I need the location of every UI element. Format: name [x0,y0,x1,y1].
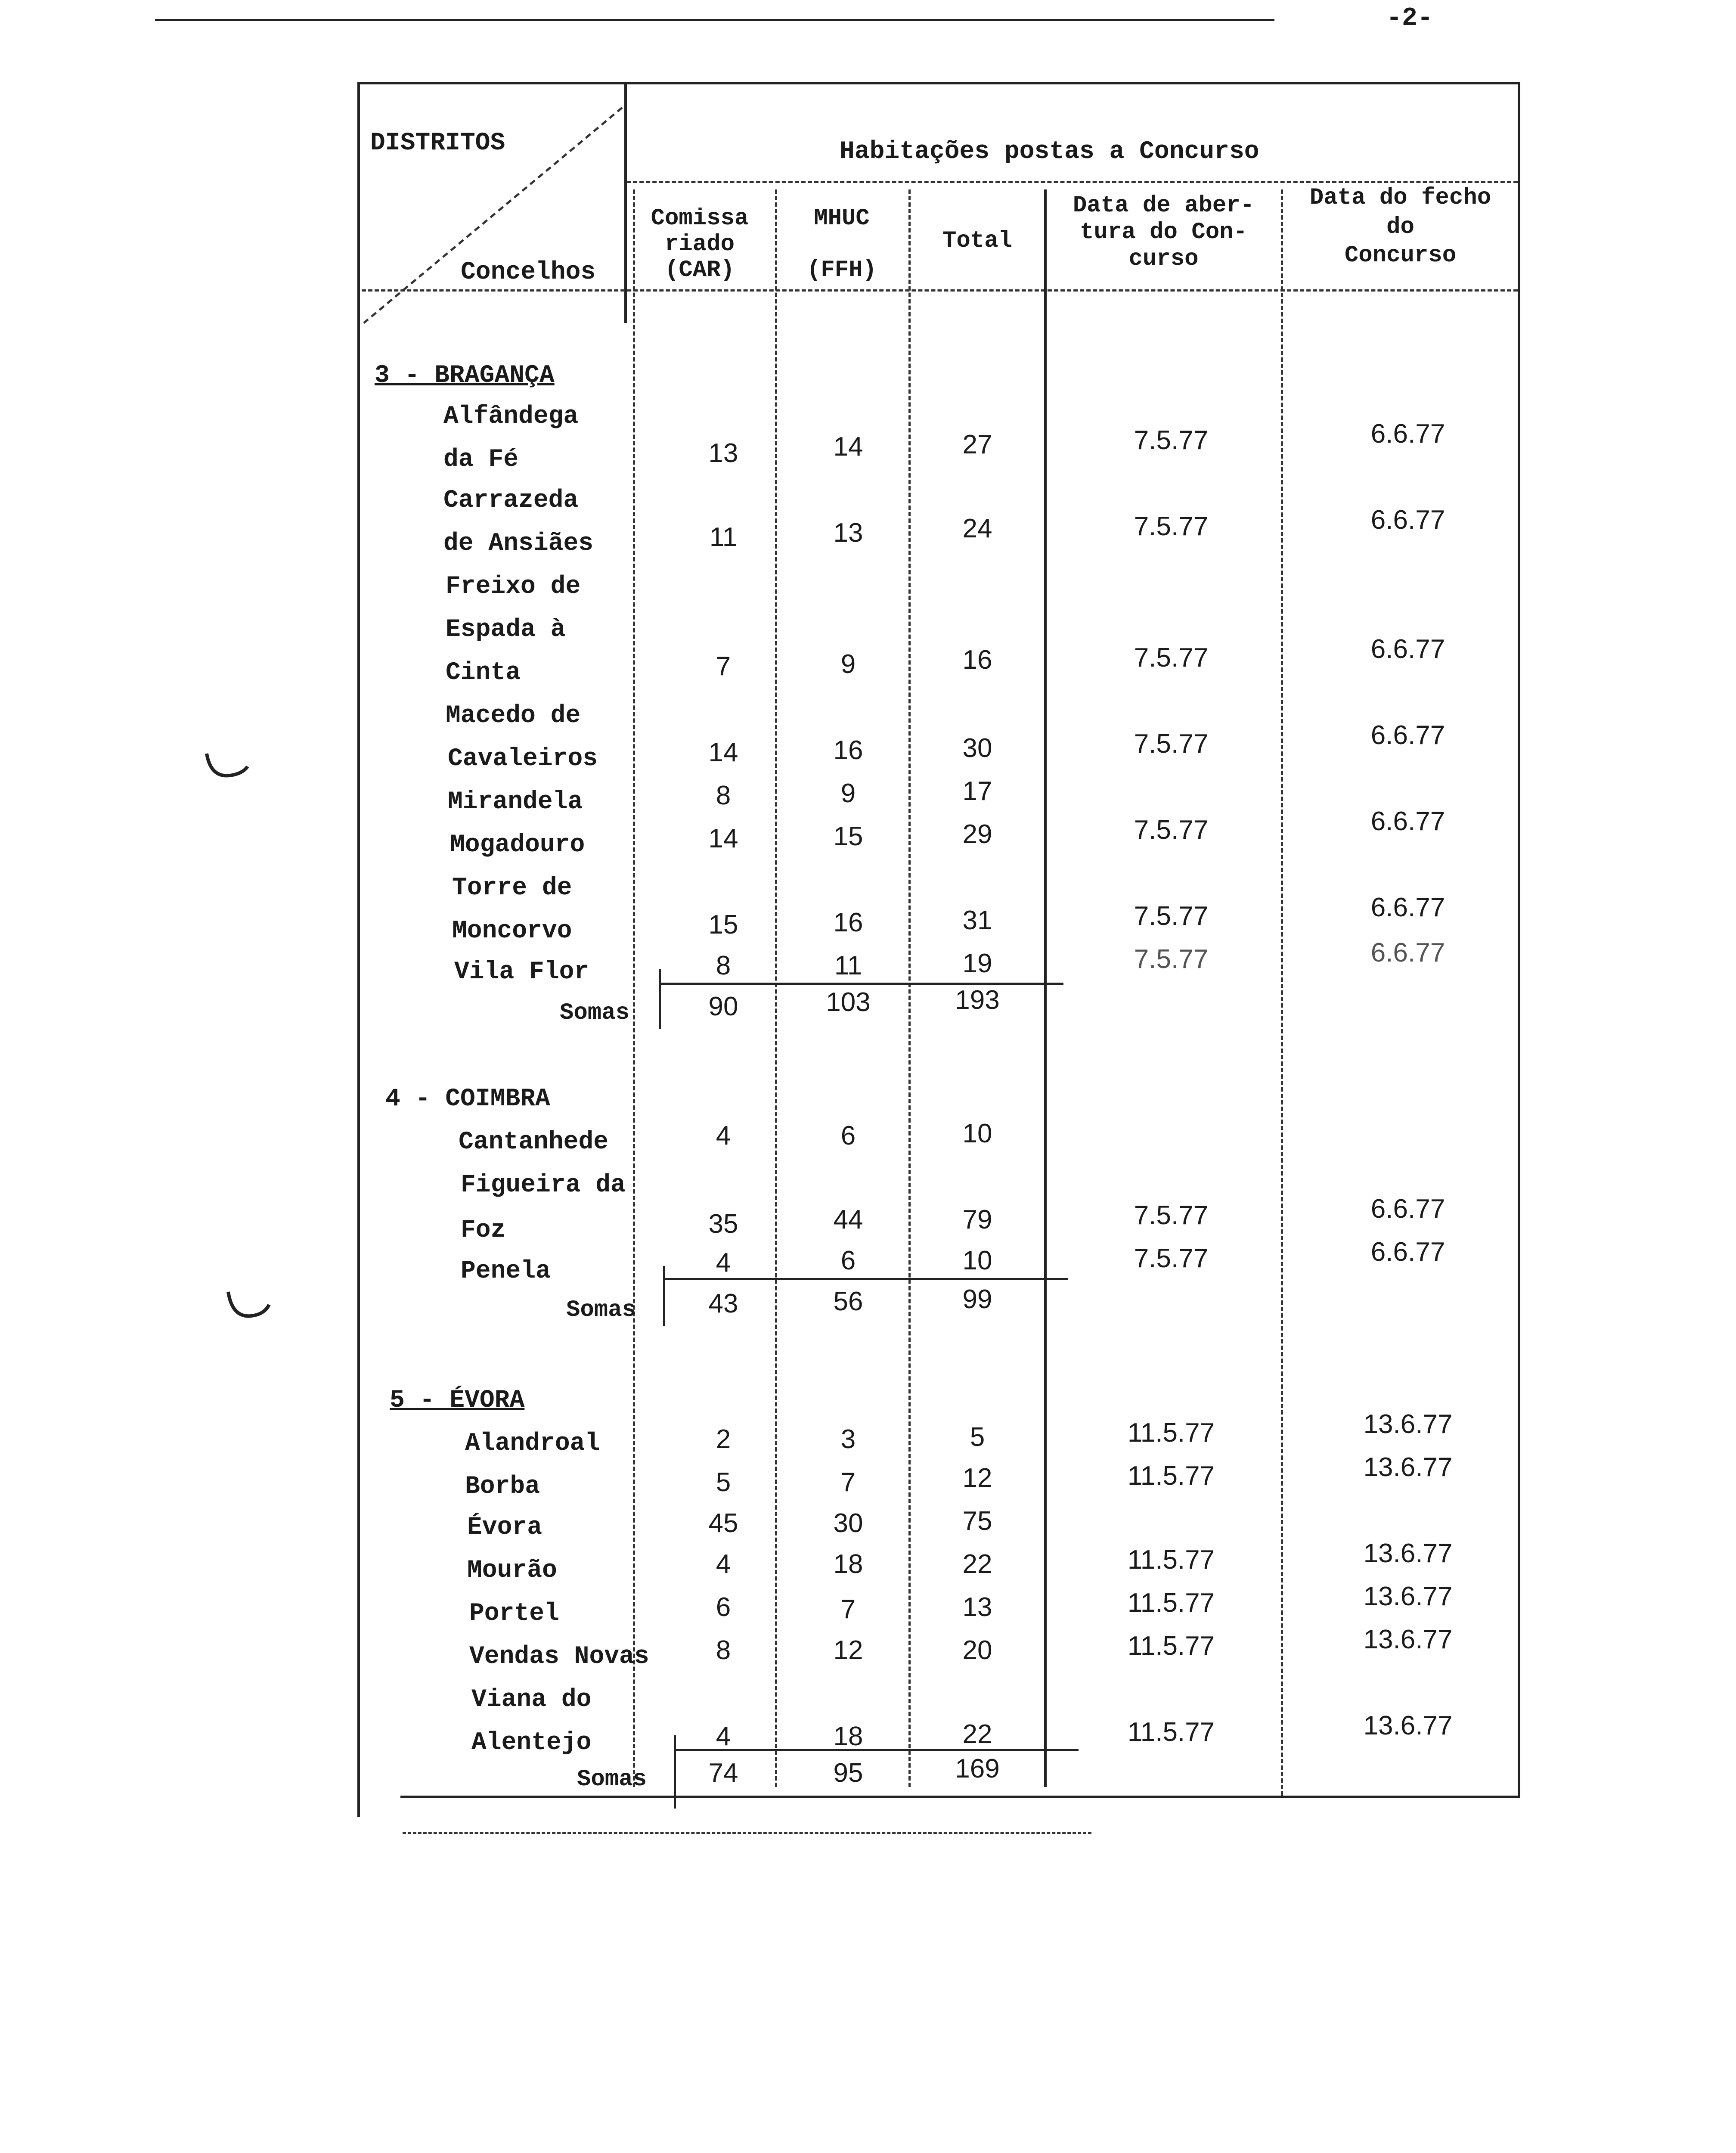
concelho-name: Mirandela [448,788,583,816]
cell-abertura: 11.5.77 [1127,1418,1215,1448]
cell-fecho: 6.6.77 [1370,419,1445,449]
cell-ffh: 6 [840,1246,856,1275]
somas-total: 169 [955,1754,1000,1784]
cell-car: 7 [716,651,731,681]
header-fecho-1: Data do fecho [1309,185,1491,211]
cell-abertura: 7.5.77 [1134,643,1209,673]
cell-ffh: 9 [840,649,856,679]
somas-label: Somas [560,1000,630,1026]
cell-car: 45 [708,1508,738,1538]
cell-total: 75 [962,1506,992,1536]
cell-fecho: 13.6.77 [1363,1711,1453,1740]
cell-car: 13 [708,438,738,468]
cell-total: 19 [962,949,992,978]
top-rule [155,19,1274,21]
cell-fecho: 6.6.77 [1370,720,1445,750]
cell-fecho: 13.6.77 [1363,1625,1453,1654]
cell-fecho: 6.6.77 [1370,938,1445,968]
concelho-name: Borba [465,1473,540,1501]
concelho-name: de Ansiães [443,530,594,558]
somas-car: 74 [708,1758,738,1788]
table-left-border [357,82,360,1817]
somas-rule [659,983,1063,985]
cell-car: 4 [716,1549,731,1579]
cell-abertura: 11.5.77 [1127,1461,1215,1491]
cell-total: 24 [962,514,992,543]
district-title: 3 - BRAGANÇA [375,362,555,390]
cell-ffh: 16 [833,735,863,765]
cell-abertura: 7.5.77 [1134,815,1209,845]
page-number: -2- [1386,4,1433,33]
header-habitacoes: Habitações postas a Concurso [840,138,1259,166]
somas-rule [663,1278,1068,1280]
concelho-name: Évora [467,1514,542,1542]
somas-box-left [674,1735,676,1809]
cell-ffh: 14 [833,432,863,462]
cell-car: 8 [716,1635,731,1665]
header-distritos: DISTRITOS [370,129,505,157]
header-fecho-2: do [1386,214,1414,240]
header-total: Total [942,228,1013,254]
cell-abertura: 7.5.77 [1134,425,1209,455]
cell-total: 22 [962,1549,992,1579]
cell-ffh: 44 [833,1205,863,1235]
somas-total: 193 [955,985,1000,1015]
concelho-name: Penela [461,1257,551,1285]
somas-total: 99 [962,1284,992,1314]
concelho-name: Carrazeda [443,487,579,515]
concelho-name: Alandroal [465,1430,600,1458]
cell-ffh: 30 [833,1508,863,1538]
cell-total: 17 [962,776,992,806]
cell-ffh: 11 [834,951,862,980]
somas-ffh: 103 [826,987,871,1017]
cell-ffh: 7 [840,1595,856,1624]
cell-abertura: 7.5.77 [1134,1201,1209,1230]
cell-fecho: 6.6.77 [1370,505,1445,535]
cell-total: 12 [962,1463,992,1493]
cell-total: 16 [962,645,992,675]
somas-car: 43 [708,1289,738,1318]
concelho-name: Moncorvo [452,917,572,945]
cell-car: 8 [716,781,731,810]
somas-rule [674,1749,1079,1751]
concelho-name: Portel [469,1600,559,1628]
cell-car: 4 [716,1248,731,1278]
cell-ffh: 7 [840,1467,856,1497]
table-bottom-border [400,1796,1520,1798]
cell-car: 14 [708,738,738,767]
concelho-name: Foz [461,1216,506,1244]
concelho-name: Espada à [446,616,566,644]
header-mhuc-2: (FFH) [806,257,877,283]
cell-fecho: 6.6.77 [1370,893,1445,922]
cell-total: 10 [962,1246,992,1275]
district-title: 4 - COIMBRA [385,1085,550,1113]
cell-car: 35 [708,1209,738,1239]
cell-abertura: 7.5.77 [1134,512,1209,541]
header-car-1: Comissa [651,205,749,232]
cell-total: 79 [962,1205,992,1235]
cell-car: 15 [708,910,738,940]
concelho-name: Freixo de [446,573,581,601]
cell-total: 30 [962,733,992,763]
cell-car: 6 [716,1592,731,1622]
cell-ffh: 12 [833,1635,863,1665]
cell-ffh: 3 [840,1424,856,1454]
somas-ffh: 56 [833,1287,863,1316]
scan-mark-arc-2 [224,1287,276,1326]
cell-total: 5 [970,1422,985,1452]
concelho-name: Vendas Novas [469,1643,649,1671]
concelho-name: Viana do [471,1686,592,1714]
header-car-2: riado [664,231,735,257]
concelho-name: Torre de [452,874,572,902]
cell-fecho: 6.6.77 [1370,807,1445,836]
table-right-border [1518,82,1520,1796]
cell-fecho: 13.6.77 [1363,1452,1453,1482]
cell-fecho: 6.6.77 [1370,634,1445,664]
concelho-name: Vila Flor [454,958,589,986]
cell-abertura: 11.5.77 [1127,1545,1215,1575]
header-sub-rule [626,181,1518,183]
table-top-border [357,82,1520,84]
header-fecho-3: Concurso [1344,242,1457,269]
cell-car: 2 [716,1424,731,1454]
concelho-name: da Fé [443,446,519,474]
scan-mark-arc-1 [202,749,254,788]
district-title: 5 - ÉVORA [390,1387,525,1415]
concelho-name: Cantanhede [459,1128,609,1156]
cell-abertura: 7.5.77 [1134,729,1209,759]
concelho-name: Figueira da [461,1171,626,1199]
cell-car: 5 [716,1467,731,1497]
header-car-3: (CAR) [664,257,735,283]
col-divider-car [633,189,635,1787]
somas-label: Somas [577,1766,647,1793]
cell-car: 4 [716,1121,731,1151]
header-abertura-3: curso [1128,246,1199,272]
cell-abertura: 11.5.77 [1127,1631,1215,1661]
cell-fecho: 13.6.77 [1363,1582,1453,1611]
concelho-name: Mogadouro [450,831,585,859]
col-divider-fecho [1281,189,1283,1796]
col-divider-total [908,189,911,1787]
cell-car: 14 [708,824,738,853]
col-divider-abertura [1044,189,1047,1787]
cell-fecho: 13.6.77 [1363,1409,1453,1439]
table-foot-rule [403,1832,1091,1834]
cell-car: 8 [716,951,731,980]
cell-total: 27 [962,430,992,459]
concelho-name: Cavaleiros [448,745,598,773]
cell-abertura: 7.5.77 [1134,944,1209,974]
cell-ffh: 15 [833,822,863,851]
somas-ffh: 95 [833,1758,863,1788]
cell-abertura: 11.5.77 [1127,1717,1215,1747]
cell-total: 29 [962,819,992,849]
cell-total: 13 [962,1592,992,1622]
cell-ffh: 18 [833,1549,863,1579]
somas-box-left [663,1266,665,1326]
concelho-name: Cinta [446,659,521,687]
concelho-name: Macedo de [446,702,581,730]
cell-ffh: 16 [833,908,863,937]
cell-total: 31 [962,906,992,935]
cell-car: 4 [716,1722,731,1751]
cell-total: 22 [962,1719,992,1749]
somas-car: 90 [708,992,738,1021]
cell-ffh: 13 [833,518,863,548]
somas-box-left [659,969,661,1029]
cell-total: 10 [962,1119,992,1148]
cell-ffh: 9 [840,779,856,808]
cell-abertura: 11.5.77 [1127,1588,1215,1618]
header-abertura-1: Data de aber- [1073,192,1255,219]
cell-abertura: 7.5.77 [1134,901,1209,931]
cell-ffh: 18 [833,1722,863,1751]
header-abertura-2: tura do Con- [1080,219,1247,245]
concelho-name: Alentejo [471,1729,592,1757]
cell-fecho: 13.6.77 [1363,1539,1453,1568]
concelho-name: Alfândega [443,403,579,431]
header-mhuc-1: MHUC [814,205,870,232]
cell-fecho: 6.6.77 [1370,1237,1445,1267]
cell-ffh: 6 [840,1121,856,1151]
concelho-name: Mourão [467,1557,557,1585]
col-divider-ffh [775,189,777,1787]
header-concelhos: Concelhos [461,258,596,286]
cell-abertura: 7.5.77 [1134,1244,1209,1273]
cell-total: 20 [962,1635,992,1665]
cell-fecho: 6.6.77 [1370,1194,1445,1224]
cell-car: 11 [709,522,738,552]
somas-label: Somas [566,1297,636,1323]
